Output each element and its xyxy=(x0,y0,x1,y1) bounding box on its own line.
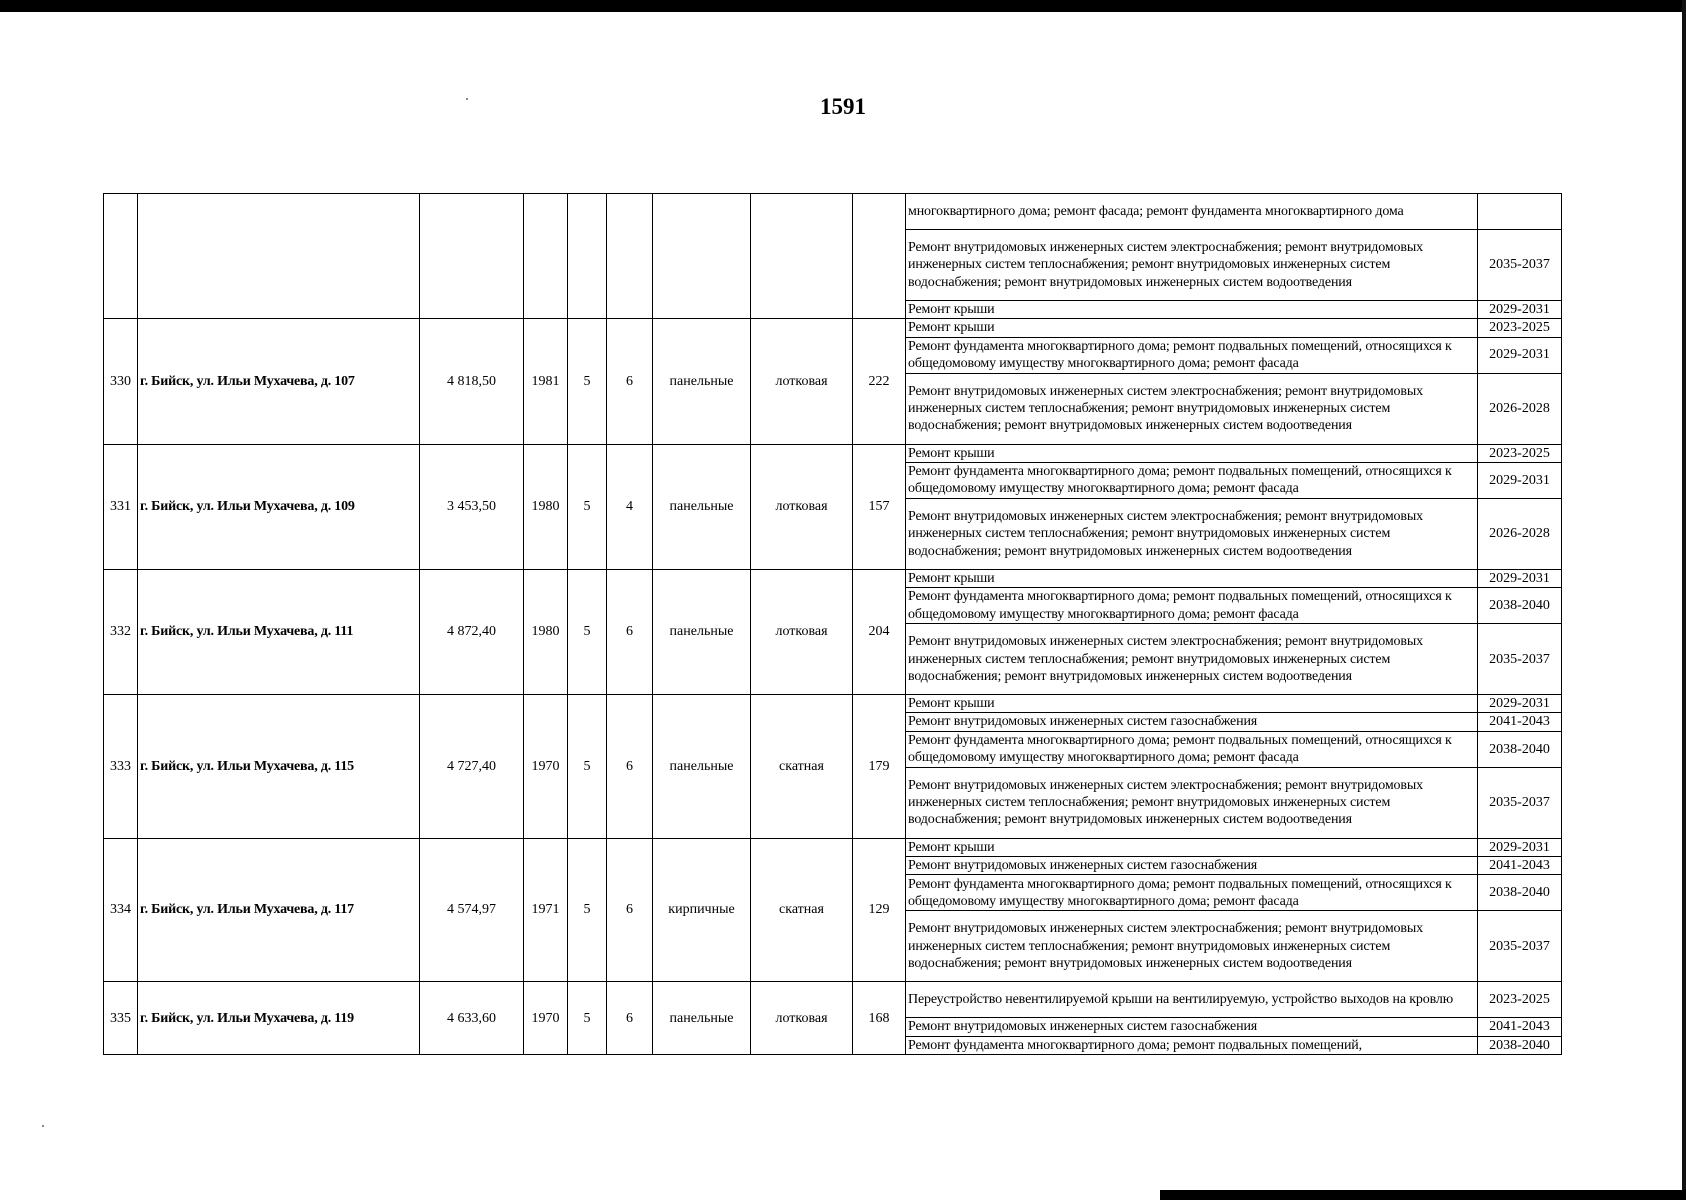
cell-area: 4 574,97 xyxy=(420,838,524,982)
cell-year: 1981 xyxy=(524,319,568,444)
cell-period: 2029-2031 xyxy=(1478,838,1562,856)
table-row xyxy=(104,444,1562,462)
cell-num: 334 xyxy=(104,838,138,982)
cell-entrances xyxy=(607,194,653,319)
cell-year xyxy=(524,194,568,319)
cell-period: 2029-2031 xyxy=(1478,569,1562,587)
cell-period: 2038-2040 xyxy=(1478,875,1562,911)
cell-work: Ремонт внутридомовых инженерных систем электроснабжения; ремонт внутридомовых инженерных систем теплоснабжения; ремонт внутридомовых инженерных систем водоснабжения; ремонт внутридомовых инженерных систем водоотведения xyxy=(906,767,1478,838)
cell-entrances: 6 xyxy=(607,838,653,982)
cell-period: 2023-2025 xyxy=(1478,319,1562,337)
cell-walls: панельные xyxy=(653,982,751,1055)
cell-year: 1970 xyxy=(524,982,568,1055)
cell-period: 2029-2031 xyxy=(1478,301,1562,319)
cell-walls: панельные xyxy=(653,444,751,569)
cell-work: Ремонт фундамента многоквартирного дома; ремонт подвальных помещений, относящихся к общедомовому имуществу многоквартирного дома; ремонт фасада xyxy=(906,588,1478,624)
cell-work: Ремонт фундамента многоквартирного дома; ремонт подвальных помещений, относящихся к общедомовому имуществу многоквартирного дома; ремонт фасада xyxy=(906,875,1478,911)
cell-work: Ремонт крыши xyxy=(906,319,1478,337)
cell-num: 333 xyxy=(104,695,138,839)
cell-work: многоквартирного дома; ремонт фасада; ремонт фундамента многоквартирного дома xyxy=(906,194,1478,230)
cell-period: 2035-2037 xyxy=(1478,767,1562,838)
cell-walls: панельные xyxy=(653,319,751,444)
cell-roof xyxy=(751,194,853,319)
cell-area: 4 872,40 xyxy=(420,569,524,694)
table-row xyxy=(104,838,1562,856)
cell-area xyxy=(420,194,524,319)
cell-period: 2041-2043 xyxy=(1478,857,1562,875)
cell-apartments xyxy=(853,194,906,319)
cell-year: 1980 xyxy=(524,569,568,694)
cell-walls: панельные xyxy=(653,695,751,839)
cell-floors: 5 xyxy=(568,444,607,569)
cell-year: 1970 xyxy=(524,695,568,839)
cell-period: 2038-2040 xyxy=(1478,1036,1562,1054)
cell-work: Ремонт крыши xyxy=(906,569,1478,587)
cell-apartments: 157 xyxy=(853,444,906,569)
table-row xyxy=(104,194,1562,230)
cell-period: 2029-2031 xyxy=(1478,462,1562,498)
cell-work: Ремонт внутридомовых инженерных систем электроснабжения; ремонт внутридомовых инженерных систем теплоснабжения; ремонт внутридомовых инженерных систем водоснабжения; ремонт внутридомовых инженерных систем водоотведения xyxy=(906,624,1478,695)
cell-work: Ремонт крыши xyxy=(906,838,1478,856)
cell-work: Ремонт фундамента многоквартирного дома; ремонт подвальных помещений, относящихся к общедомовому имуществу многоквартирного дома; ремонт фасада xyxy=(906,462,1478,498)
cell-year: 1971 xyxy=(524,838,568,982)
cell-period: 2041-2043 xyxy=(1478,1018,1562,1036)
cell-roof: лотковая xyxy=(751,319,853,444)
cell-roof: скатная xyxy=(751,838,853,982)
cell-walls xyxy=(653,194,751,319)
cell-address: г. Бийск, ул. Ильи Мухачева, д. 111 xyxy=(138,569,420,694)
cell-period: 2035-2037 xyxy=(1478,624,1562,695)
cell-address xyxy=(138,194,420,319)
cell-floors: 5 xyxy=(568,982,607,1055)
cell-period: 2038-2040 xyxy=(1478,588,1562,624)
cell-num xyxy=(104,194,138,319)
cell-work: Ремонт внутридомовых инженерных систем газоснабжения xyxy=(906,857,1478,875)
cell-entrances: 6 xyxy=(607,695,653,839)
cell-work: Ремонт внутридомовых инженерных систем электроснабжения; ремонт внутридомовых инженерных систем теплоснабжения; ремонт внутридомовых инженерных систем водоснабжения; ремонт внутридомовых инженерных систем водоотведения xyxy=(906,230,1478,301)
cell-work: Ремонт внутридомовых инженерных систем газоснабжения xyxy=(906,713,1478,731)
cell-floors: 5 xyxy=(568,838,607,982)
cell-roof: скатная xyxy=(751,695,853,839)
cell-entrances: 6 xyxy=(607,982,653,1055)
cell-num: 332 xyxy=(104,569,138,694)
cell-apartments: 179 xyxy=(853,695,906,839)
cell-apartments: 168 xyxy=(853,982,906,1055)
cell-entrances: 6 xyxy=(607,569,653,694)
cell-work: Переустройство невентилируемой крыши на вентилируемую, устройство выходов на кровлю xyxy=(906,982,1478,1018)
cell-period xyxy=(1478,194,1562,230)
scan-top-border xyxy=(0,0,1686,12)
cell-roof: лотковая xyxy=(751,444,853,569)
cell-work: Ремонт крыши xyxy=(906,695,1478,713)
scan-artifact xyxy=(42,1125,44,1127)
cell-entrances: 4 xyxy=(607,444,653,569)
cell-area: 4 727,40 xyxy=(420,695,524,839)
cell-walls: панельные xyxy=(653,569,751,694)
table-row xyxy=(104,319,1562,337)
scan-right-border xyxy=(1682,0,1686,1200)
cell-work: Ремонт крыши xyxy=(906,444,1478,462)
cell-period: 2023-2025 xyxy=(1478,444,1562,462)
cell-year: 1980 xyxy=(524,444,568,569)
cell-roof: лотковая xyxy=(751,982,853,1055)
table-row xyxy=(104,695,1562,713)
cell-area: 4 818,50 xyxy=(420,319,524,444)
cell-apartments: 204 xyxy=(853,569,906,694)
cell-work: Ремонт внутридомовых инженерных систем электроснабжения; ремонт внутридомовых инженерных систем теплоснабжения; ремонт внутридомовых инженерных систем водоснабжения; ремонт внутридомовых инженерных систем водоотведения xyxy=(906,498,1478,569)
cell-floors xyxy=(568,194,607,319)
cell-floors: 5 xyxy=(568,695,607,839)
cell-num: 331 xyxy=(104,444,138,569)
cell-work: Ремонт внутридомовых инженерных систем электроснабжения; ремонт внутридомовых инженерных систем теплоснабжения; ремонт внутридомовых инженерных систем водоснабжения; ремонт внутридомовых инженерных систем водоотведения xyxy=(906,911,1478,982)
scan-bottom-border xyxy=(1160,1190,1686,1200)
cell-period: 2041-2043 xyxy=(1478,713,1562,731)
cell-apartments: 222 xyxy=(853,319,906,444)
table-row xyxy=(104,569,1562,587)
cell-work: Ремонт фундамента многоквартирного дома; ремонт подвальных помещений, относящихся к общедомовому имуществу многоквартирного дома; ремонт фасада xyxy=(906,337,1478,373)
cell-period: 2035-2037 xyxy=(1478,911,1562,982)
cell-period: 2035-2037 xyxy=(1478,230,1562,301)
cell-address: г. Бийск, ул. Ильи Мухачева, д. 117 xyxy=(138,838,420,982)
cell-period: 2029-2031 xyxy=(1478,337,1562,373)
cell-work: Ремонт фундамента многоквартирного дома; ремонт подвальных помещений, относящихся к общедомовому имуществу многоквартирного дома; ремонт фасада xyxy=(906,731,1478,767)
cell-floors: 5 xyxy=(568,569,607,694)
cell-roof: лотковая xyxy=(751,569,853,694)
cell-floors: 5 xyxy=(568,319,607,444)
cell-num: 330 xyxy=(104,319,138,444)
cell-address: г. Бийск, ул. Ильи Мухачева, д. 109 xyxy=(138,444,420,569)
table-row xyxy=(104,982,1562,1018)
page-number: 1591 xyxy=(820,94,866,119)
cell-area: 3 453,50 xyxy=(420,444,524,569)
cell-address: г. Бийск, ул. Ильи Мухачева, д. 119 xyxy=(138,982,420,1055)
cell-apartments: 129 xyxy=(853,838,906,982)
cell-address: г. Бийск, ул. Ильи Мухачева, д. 115 xyxy=(138,695,420,839)
repair-schedule-table xyxy=(103,193,1562,1055)
cell-period: 2026-2028 xyxy=(1478,373,1562,444)
cell-num: 335 xyxy=(104,982,138,1055)
cell-period: 2029-2031 xyxy=(1478,695,1562,713)
cell-walls: кирпичные xyxy=(653,838,751,982)
table-body xyxy=(104,194,1562,1055)
cell-work: Ремонт внутридомовых инженерных систем электроснабжения; ремонт внутридомовых инженерных систем теплоснабжения; ремонт внутридомовых инженерных систем водоснабжения; ремонт внутридомовых инженерных систем водоотведения xyxy=(906,373,1478,444)
cell-area: 4 633,60 xyxy=(420,982,524,1055)
cell-address: г. Бийск, ул. Ильи Мухачева, д. 107 xyxy=(138,319,420,444)
cell-period: 2023-2025 xyxy=(1478,982,1562,1018)
cell-entrances: 6 xyxy=(607,319,653,444)
cell-period: 2026-2028 xyxy=(1478,498,1562,569)
cell-work: Ремонт внутридомовых инженерных систем газоснабжения xyxy=(906,1018,1478,1036)
cell-period: 2038-2040 xyxy=(1478,731,1562,767)
cell-work: Ремонт фундамента многоквартирного дома; ремонт подвальных помещений, xyxy=(906,1036,1478,1054)
cell-work: Ремонт крыши xyxy=(906,301,1478,319)
